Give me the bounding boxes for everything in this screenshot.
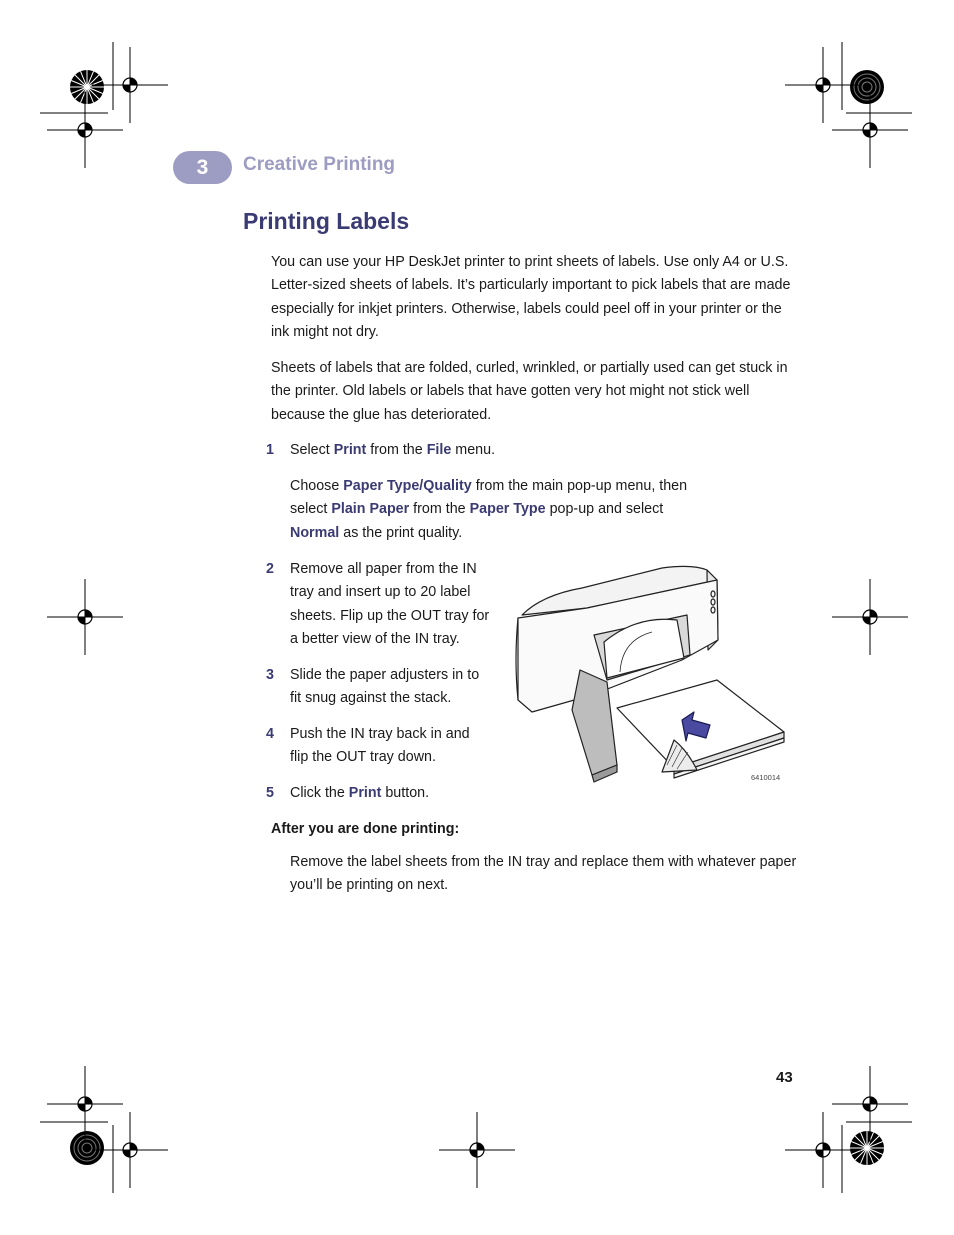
print-button-label: Print — [348, 785, 382, 801]
option-paper-type: Paper Type — [469, 501, 546, 518]
intro-paragraph-2 — [271, 357, 801, 427]
text-line: You can use your HP DeskJet printer to print sheets of labels. Use only A4 or U.S. — [271, 254, 789, 270]
step-3-number: 3 — [266, 667, 274, 683]
text-line — [290, 475, 720, 498]
chapter-title: Creative Printing — [243, 154, 396, 175]
text-line: Push the IN tray back in and — [290, 726, 470, 742]
text-line — [290, 522, 720, 545]
figure-code: 6410014 — [751, 773, 781, 782]
text-line: a better view of the IN tray. — [290, 630, 460, 647]
step-4-number: 4 — [266, 726, 274, 742]
text-run: select — [290, 501, 332, 518]
option-paper-type-quality: Paper Type/Quality — [343, 478, 472, 494]
step-2-text — [290, 558, 510, 651]
text-run: from the — [366, 442, 427, 458]
text-line: Remove the label sheets from the IN tray and replace them with whatever paper — [290, 854, 797, 870]
text-run: Select — [290, 442, 334, 458]
step-1-text — [290, 439, 495, 462]
text-line: the printer. Old labels or labels that have gotten very hot might not stick well — [271, 383, 750, 400]
text-run: menu. — [451, 442, 496, 458]
text-run: Click the — [290, 785, 349, 801]
text-line: Remove all paper from the IN — [290, 561, 477, 577]
text-line — [290, 498, 720, 521]
text-run: as the print quality. — [339, 524, 463, 541]
text-run: from the main pop-up menu, then — [471, 478, 688, 494]
option-normal: Normal — [290, 524, 340, 541]
chapter-number-badge: 3 — [173, 151, 232, 184]
text-line: tray and insert up to 20 label — [290, 584, 471, 601]
step-3-text — [290, 664, 510, 711]
option-plain-paper: Plain Paper — [331, 501, 410, 518]
step-2-number: 2 — [266, 561, 274, 577]
text-line: ink might not dry. — [271, 323, 379, 340]
text-run: button. — [381, 785, 430, 801]
menu-item-print: Print — [333, 442, 367, 458]
text-line: sheets. Flip up the OUT tray for — [290, 607, 490, 624]
text-run: from the — [409, 501, 470, 518]
intro-paragraph-1 — [271, 251, 801, 344]
after-text — [290, 851, 800, 898]
after-heading: After you are done printing: — [271, 821, 460, 837]
page-number: 43 — [776, 1069, 793, 1086]
step-5-number: 5 — [266, 785, 274, 801]
text-line: because the glue has deteriorated. — [271, 406, 492, 423]
text-run: Choose — [290, 478, 344, 494]
text-line: fit snug against the stack. — [290, 690, 452, 707]
text-line: Sheets of labels that are folded, curled, wrinkled, or partially used can get stuck in — [271, 360, 788, 376]
text-line: Letter-sized sheets of labels. It’s particularly important to pick labels that are made — [271, 277, 791, 294]
printer-illustration-icon — [512, 560, 792, 788]
text-run: pop-up and select — [545, 501, 664, 518]
menu-file: File — [426, 442, 452, 458]
step-1-instructions — [290, 475, 720, 545]
step-4-text — [290, 723, 510, 770]
step-5-text — [290, 782, 429, 805]
text-line: especially for inkjet printers. Otherwise, labels could peel off in your printer or the — [271, 300, 782, 317]
step-1-number: 1 — [266, 442, 274, 458]
text-line: Slide the paper adjusters in to — [290, 667, 480, 683]
text-line: flip the OUT tray down. — [290, 749, 436, 766]
text-line: you’ll be printing on next. — [290, 877, 449, 894]
page-title: Printing Labels — [243, 208, 410, 234]
